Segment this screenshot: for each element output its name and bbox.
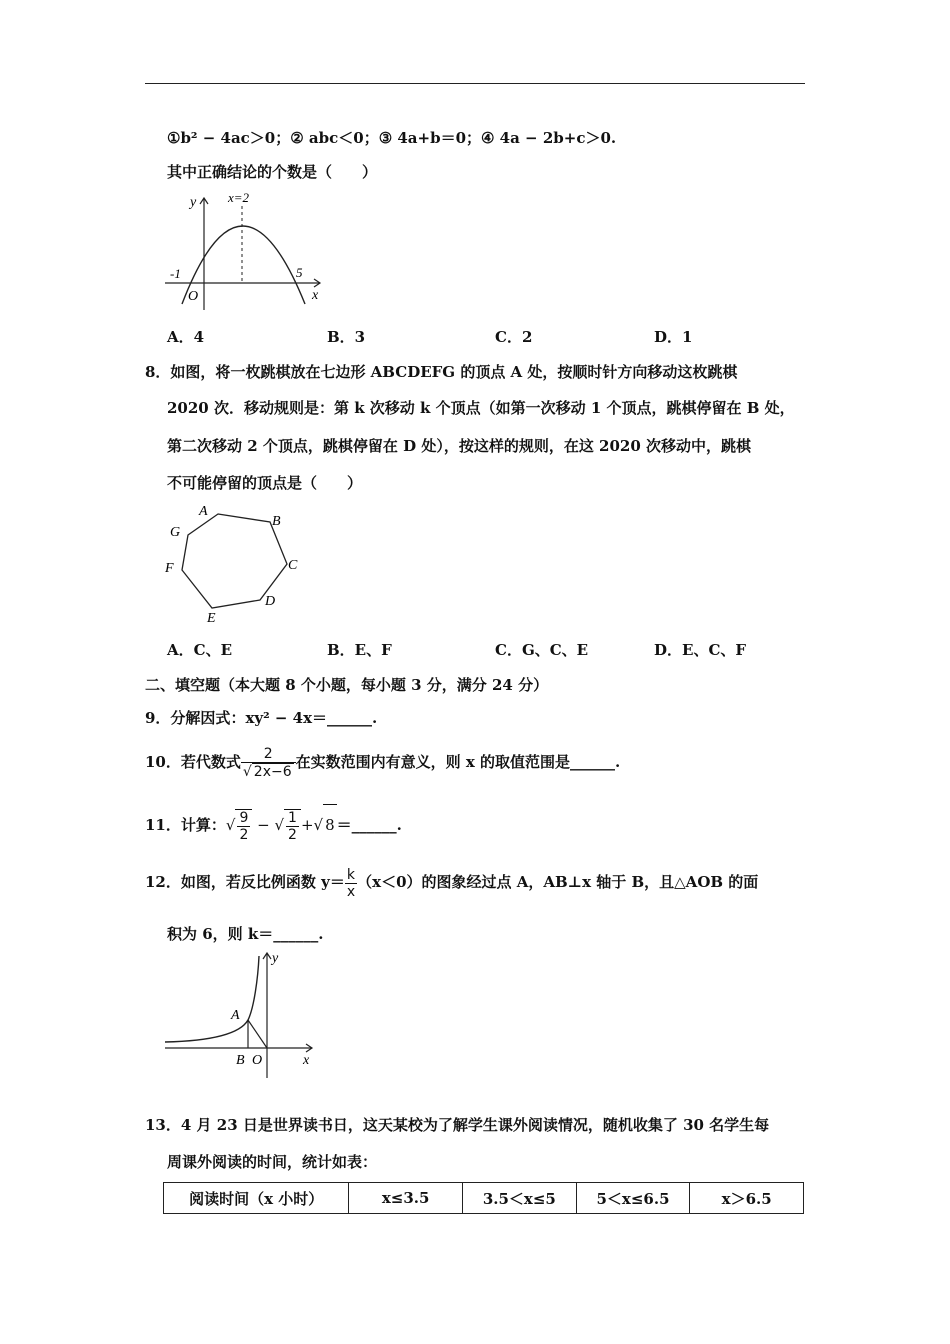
q7-prompt: 其中正确结论的个数是（ ）	[167, 163, 378, 181]
q7-axis-line-label: x=2	[228, 190, 250, 205]
q7-option-c: C．2	[495, 328, 533, 346]
q11-sqrt-b: $\frac{1}{2}$	[284, 809, 301, 843]
q7-option-a: A．4	[167, 328, 205, 346]
q12-point-a: A	[231, 1008, 240, 1023]
q8-heptagon-figure	[160, 500, 310, 625]
table-row	[164, 1183, 804, 1214]
q13-line2: 周课外阅读的时间，统计如表：	[167, 1153, 378, 1171]
q7-parabola-graph	[160, 188, 340, 313]
table-header-cell: x≤3.5	[349, 1183, 463, 1214]
q10-denominator: 2x−6	[253, 764, 292, 780]
q11-sqrt-c: 8	[323, 804, 337, 845]
q7-conditions: ①b² − 4ac＞0；② abc＜0；③ 4a+b＝0；④ 4a − 2b+c＞0.	[167, 129, 617, 147]
q8-vertex-c: C	[288, 558, 298, 573]
q10-numerator: 2	[263, 746, 273, 762]
q7-left-root-label: -1	[170, 266, 181, 281]
q7-x-label: x	[312, 288, 319, 303]
q12-y-label: y	[272, 951, 279, 966]
q12-hyperbola-graph	[160, 948, 330, 1083]
q12-line1-a: 12．如图，若反比例函数 y＝	[145, 873, 345, 891]
q12-line1	[145, 862, 758, 902]
q8-vertex-f: F	[165, 561, 174, 576]
q8-option-a: A．C、E	[167, 641, 233, 659]
q11-sqrt-a: $\frac{9}{2}$	[235, 809, 252, 843]
q12-origin: O	[252, 1053, 263, 1068]
q11-line: 11．计算：√ $\frac{9}{2}$ − √ $\frac{1}{2}$ +√ 8 ＝______.	[145, 804, 402, 844]
q12-fraction: $\frac{k}{x}$	[346, 866, 356, 900]
q12-line2: 积为 6，则 k＝______.	[167, 925, 324, 943]
q7-origin-label: O	[188, 289, 199, 304]
q10-prefix: 10．若代数式	[145, 753, 241, 771]
q8-vertex-e: E	[207, 611, 216, 625]
q8-line3: 第二次移动 2 个顶点，跳棋停留在 D 处），按这样的规则，在这 2020 次移动中，跳棋	[167, 437, 752, 455]
q7-option-b: B．3	[327, 328, 366, 346]
q13-reading-time-table	[163, 1182, 804, 1214]
q8-option-c: C．G、C、E	[495, 641, 589, 659]
q8-vertex-g: G	[170, 525, 181, 540]
q9-text: 9．分解因式：xy² − 4x＝______.	[145, 709, 378, 727]
table-header-cell: 阅读时间（x 小时）	[164, 1183, 349, 1214]
q8-line1: 8．如图，将一枚跳棋放在七边形 ABCDEFG 的顶点 A 处，按顺时针方向移动这枚跳棋	[145, 363, 738, 381]
q7-option-d: D．1	[654, 328, 693, 346]
section2-title: 二、填空题（本大题 8 个小题，每小题 3 分，满分 24 分）	[145, 676, 549, 694]
table-header-cell: x＞6.5	[690, 1183, 804, 1214]
q11-prefix: 11．计算：	[145, 816, 226, 834]
q8-vertex-b: B	[272, 514, 281, 529]
q7-y-label: y	[190, 195, 197, 210]
table-header-cell: 5＜x≤6.5	[576, 1183, 690, 1214]
q10-line	[145, 742, 620, 782]
table-header-cell: 3.5＜x≤5	[463, 1183, 577, 1214]
q8-line2: 2020 次．移动规则是：第 k 次移动 k 个顶点（如第一次移动 1 个顶点，跳棋停留在 B 处，	[167, 399, 795, 417]
q11-suffix: ＝______.	[336, 816, 402, 834]
q12-point-b: B	[236, 1053, 245, 1068]
q8-option-d: D．E、C、F	[654, 641, 747, 659]
q12-line1-b: （x＜0）的图象经过点 A，AB⊥x 轴于 B，且△AOB 的面	[357, 873, 759, 891]
q8-line4: 不可能停留的顶点是（ ）	[167, 474, 363, 492]
header-rule	[145, 83, 805, 84]
q8-vertex-a: A	[199, 504, 208, 519]
q12-x-label: x	[303, 1053, 310, 1068]
q13-line1: 13．4 月 23 日是世界读书日，这天某校为了解学生课外阅读情况，随机收集了 30 名学生每	[145, 1116, 770, 1134]
q10-suffix: 在实数范围内有意义，则 x 的取值范围是______.	[295, 753, 621, 771]
q7-right-root-label: 5	[296, 265, 303, 280]
q10-fraction: $\frac{2}{√ 2x-6}$	[241, 746, 296, 780]
q8-option-b: B．E、F	[327, 641, 392, 659]
q8-vertex-d: D	[265, 594, 276, 609]
